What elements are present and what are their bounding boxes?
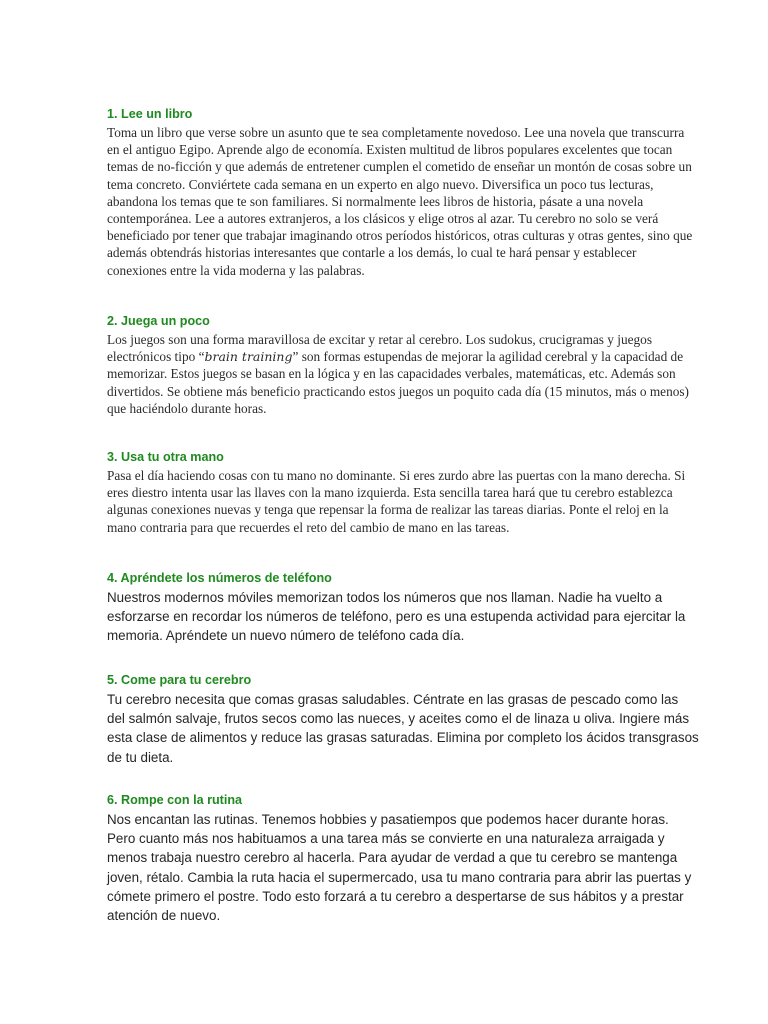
text-line: esta clase de alimentos y reduce las grasas saturadas. Elimina por completo los ácidos transgrasos: [107, 730, 699, 746]
text-line: memoria. Apréndete un nuevo número de teléfono cada día.: [107, 628, 465, 644]
text-line: además obtendrás historias interesantes que contarle a los demás, lo cual te hará pensar y establecer: [107, 245, 637, 261]
text-line: cómete primero el postre. Todo esto forzará a tu cerebro a despertarse de sus hábitos y a prestar: [107, 888, 684, 904]
section-body: [107, 331, 689, 417]
text-line: menos trabaja nuestro cerebro al hacerla. Para ayudar de verdad a que tu cerebro se mantenga: [107, 850, 678, 866]
text-line: [107, 348, 684, 365]
text-line: contemporánea. Lee a autores extranjeros, a los clásicos y elige otros al azar. Tu cerebro no solo se verá: [107, 211, 659, 227]
section-break-routine: [107, 791, 692, 925]
text-line: temas de no-ficción y que además de entretener cumplen el cometido de enseñar un montón de cosas sobre un: [107, 159, 692, 175]
section-body: [107, 810, 692, 925]
section-use-other-hand: [107, 448, 686, 536]
text-line: Nos encantan las rutinas. Tenemos hobbies y pasatiempos que podemos hacer durante horas.: [107, 812, 669, 827]
section-body: [107, 588, 686, 646]
text-line: del salmón salvaje, frutos secos como las nueces, y aceites como el de linaza u oliva. Ingiere más: [107, 711, 690, 727]
text-line: Los juegos son una forma maravillosa de excitar y retar al cerebro. Los sudokus, crucigramas y juegos: [107, 332, 652, 347]
text-line: de tu dieta.: [107, 749, 174, 765]
section-heading: 2. Juega un poco: [107, 314, 210, 328]
section-phone-numbers: [107, 569, 686, 646]
text-fragment: electrónicos tipo “: [107, 349, 205, 365]
text-line: tema concreto. Conviértete cada semana en un experto en algo nuevo. Diversifica un poco tus lecturas,: [107, 176, 654, 192]
section-heading: 4. Apréndete los números de teléfono: [107, 571, 332, 585]
text-line: que haciéndolo durante horas.: [107, 400, 267, 416]
section-heading: 3. Usa tu otra mano: [107, 450, 224, 464]
text-line: memorizar. Estos juegos se basan en la lógica y en las capacidades verbales, matemáticas, etc. Además son: [107, 366, 676, 382]
text-line: abandona los temas que te son familiares. Si normalmente lees libros de historia, pásate a una novela: [107, 193, 644, 209]
text-line: algunas conexiones nuevas y tenga que repensar la forma de realizar las tareas diarias. Ponte el reloj en la: [107, 502, 669, 518]
text-line: Pasa el día haciendo cosas con tu mano no dominante. Si eres zurdo abre las puertas con la mano derecha. Si: [107, 468, 686, 483]
section-body: [107, 124, 693, 279]
text-line: mano contraria para que recuerdes el reto del cambio de mano en las tareas.: [107, 519, 510, 535]
text-line: Nuestros modernos móviles memorizan todos los números que nos llaman. Nadie ha vuelto a: [107, 590, 663, 605]
text-line: esforzarse en recordar los números de teléfono, pero es una estupenda actividad para ejercitar la: [107, 609, 686, 625]
text-line: eres diestro intenta usar las llaves con la mano izquierda. Esta sencilla tarea hará que tu cerebro establezca: [107, 485, 673, 501]
text-line: joven, rétalo. Cambia la ruta hacia el supermercado, usa tu mano contraria para abrir las puertas y: [107, 869, 692, 885]
section-read-a-book: [107, 105, 693, 279]
text-line: divertidos. Se obtiene más beneficio practicando estos juegos un poquito cada día (15 minutos, más o menos): [107, 383, 689, 399]
section-eat-for-brain: [107, 671, 699, 767]
section-heading: 5. Come para tu cerebro: [107, 673, 252, 687]
text-line: conexiones entre la vida moderna y las palabras.: [107, 262, 365, 278]
text-line: Toma un libro que verse sobre un asunto que te sea completamente novedoso. Lee una novela que transcurra: [107, 125, 685, 140]
text-line: Pero cuanto más nos habituamos a una tarea más se convierte en una naturaleza arraigada y: [107, 831, 665, 847]
text-fragment: ” son formas estupendas de mejorar la agilidad cerebral y la capacidad de: [292, 349, 684, 365]
section-heading: 1. Lee un libro: [107, 107, 193, 121]
section-play-games: [107, 312, 689, 417]
text-line: Tu cerebro necesita que comas grasas saludables. Céntrate en las grasas de pescado como las: [107, 692, 679, 707]
section-heading: 6. Rompe con la rutina: [107, 793, 243, 807]
text-line: atención de nuevo.: [107, 908, 221, 924]
text-line: en el antiguo Egipo. Aprende algo de economía. Existen multitud de libros populares excelentes que tocan: [107, 142, 673, 158]
section-body: [107, 690, 699, 767]
section-body: [107, 467, 686, 536]
text-line: beneficiado por tener que trabajar imaginando otros períodos históricos, otras culturas y otras gentes, sino que: [107, 228, 693, 244]
brain-training-term: brain training: [204, 349, 293, 365]
